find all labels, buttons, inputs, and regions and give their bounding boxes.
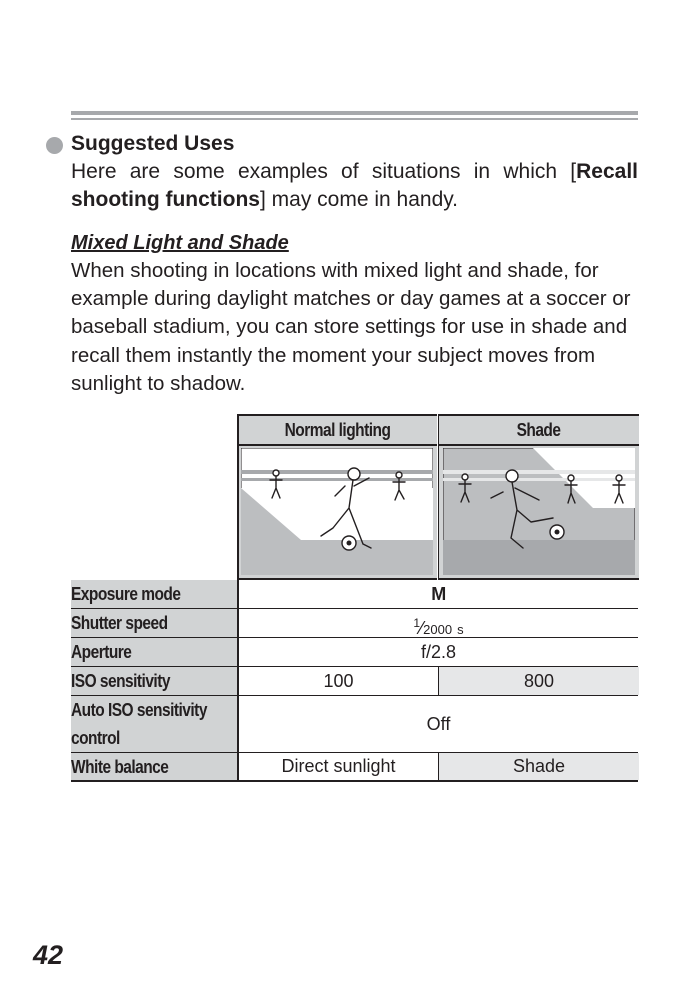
example-title: Mixed Light and Shade (71, 232, 289, 254)
section-heading: Suggested Uses (71, 132, 235, 155)
white-balance-shade-value: Shade (438, 753, 639, 780)
example-body: When shooting in locations with mixed light and shade, for example during daylight matches or day games at a soccer or baseball stadium, you can store settings for use in shade and recall them instantly the moment your subject moves from sunlight to shadow. (71, 259, 631, 395)
table-row-iso-sensitivity (71, 667, 638, 696)
table-row-auto-iso (71, 696, 638, 753)
page-number: 42 (33, 940, 64, 970)
auto-iso-value: Off (426, 714, 451, 734)
table-row-white-balance (71, 753, 638, 782)
intro-paragraph (71, 158, 638, 214)
iso-shade-value: 800 (438, 667, 639, 695)
col-header-shade: Shade (438, 414, 639, 446)
aperture-value: f/2.8 (420, 642, 457, 662)
row-label: Aperture (71, 638, 237, 666)
white-balance-normal-value: Direct sunlight (281, 756, 396, 776)
row-label: ISO sensitivity (71, 667, 237, 695)
shade-illustration (438, 446, 639, 580)
table-row-shutter-speed (71, 609, 638, 638)
section-bullet-icon (46, 137, 63, 154)
shutter-speed-denominator: 2000 (423, 622, 453, 637)
exposure-mode-value: M (431, 584, 446, 604)
row-label: White balance (71, 753, 237, 780)
intro-text-before: Here are some examples of situations in which [ (71, 160, 577, 183)
top-rule-thin (71, 118, 638, 120)
col-header-normal: Normal lighting (237, 414, 437, 446)
shutter-speed-unit: s (457, 622, 464, 637)
shutter-speed-numerator: 1 (413, 616, 421, 630)
shutter-speed-value: $^1$⁄2000 s (413, 616, 464, 638)
normal-lighting-illustration (237, 446, 437, 580)
row-label: Shutter speed (71, 609, 237, 637)
intro-text-after: ] may come in handy. (259, 188, 459, 211)
row-label: Exposure mode (71, 580, 237, 608)
table-row-aperture (71, 638, 638, 667)
table-row-exposure-mode (71, 580, 638, 609)
table-divider (237, 414, 239, 782)
iso-normal-value: 100 (323, 671, 354, 691)
intro-menu-name: Recall shooting functions (71, 160, 638, 211)
row-label: Auto ISO sensitivity control (71, 696, 237, 752)
top-rule (71, 111, 638, 115)
